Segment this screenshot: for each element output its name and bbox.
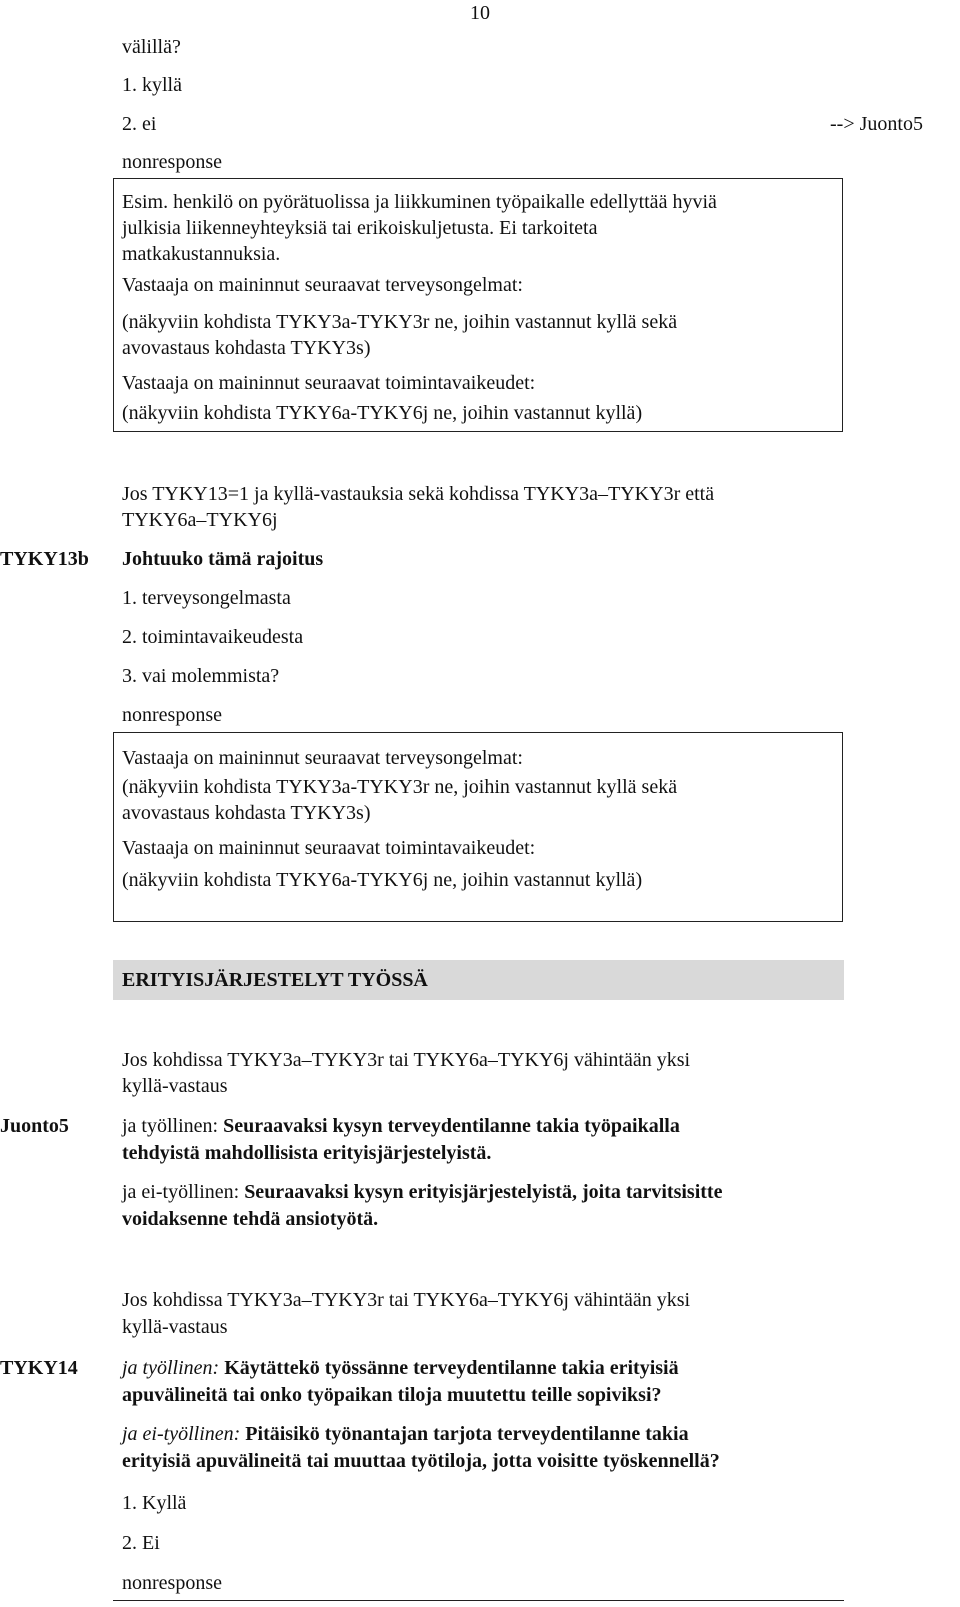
juonto5-unemployed-line-1 <box>122 1179 722 1205</box>
juonto5-unemployed-text-2: voidaksenne tehdä ansiotyötä. <box>122 1208 379 1230</box>
juonto5-condition-1: Jos kohdissa TYKY3a–TYKY3r tai TYKY6a–TYKY6j vähintään yksi <box>122 1049 691 1071</box>
bottom-rule <box>113 1600 844 1601</box>
box2-line-2: (näkyviin kohdista TYKY3a-TYKY3r ne, joihin vastannut kyllä sekä <box>122 776 678 798</box>
tyky13b-option-1: 1. terveysongelmasta <box>122 587 291 609</box>
juonto5-employed-line-1 <box>122 1113 680 1139</box>
box1-line-3: matkakustannuksia. <box>122 243 281 265</box>
page-number: 10 <box>470 2 490 24</box>
skip-instruction: --> Juonto5 <box>830 113 923 135</box>
tyky14-unemployed-text-2: erityisiä apuvälineitä tai muuttaa työtiloja, jotta voisitte työskennellä? <box>122 1450 720 1472</box>
tyky14-employed-prefix: ja työllinen: <box>122 1357 225 1379</box>
tyky14-condition-1: Jos kohdissa TYKY3a–TYKY3r tai TYKY6a–TYKY6j vähintään yksi <box>122 1289 691 1311</box>
option-1-kylla: 1. kyllä <box>122 74 182 96</box>
question-text-top: välillä? <box>122 36 181 58</box>
juonto5-employed-prefix: ja työllinen: <box>122 1115 224 1137</box>
tyky13b-option-nonresponse: nonresponse <box>122 704 222 726</box>
question-code-tyky13b: TYKY13b <box>0 548 89 570</box>
juonto5-condition-2: kyllä-vastaus <box>122 1075 228 1097</box>
tyky13b-option-2: 2. toimintavaikeudesta <box>122 626 304 648</box>
juonto5-employed-text-1: Seuraavaksi kysyn terveydentilanne takia työpaikalla <box>223 1115 680 1137</box>
tyky14-unemployed-line-1 <box>122 1421 689 1447</box>
tyky14-unemployed-prefix: ja ei-työllinen: <box>122 1423 246 1445</box>
box1-line-2: julkisia liikenneyhteyksiä tai erikoiskuljetusta. Ei tarkoiteta <box>122 217 598 239</box>
tyky14-option-2: 2. Ei <box>122 1532 160 1554</box>
box1-line-5: (näkyviin kohdista TYKY3a-TYKY3r ne, joihin vastannut kyllä sekä <box>122 311 678 333</box>
box1-line-6: avovastaus kohdasta TYKY3s) <box>122 337 371 359</box>
question-code-tyky14: TYKY14 <box>0 1357 78 1379</box>
tyky14-employed-text-2: apuvälineitä tai onko työpaikan tiloja muutettu teille sopiviksi? <box>122 1384 662 1406</box>
tyky13b-option-3: 3. vai molemmista? <box>122 665 280 687</box>
tyky13b-condition-2: TYKY6a–TYKY6j <box>122 509 278 531</box>
box1-line-7: Vastaaja on maininnut seuraavat toimintavaikeudet: <box>122 372 536 394</box>
option-2-ei: 2. ei <box>122 113 157 135</box>
tyky14-employed-text-1: Käytättekö työssänne terveydentilanne takia erityisiä <box>224 1357 679 1379</box>
box2-line-4: Vastaaja on maininnut seuraavat toimintavaikeudet: <box>122 837 536 859</box>
tyky14-unemployed-text-1: Pitäisikö työnantajan tarjota terveydentilanne takia <box>245 1423 689 1445</box>
box2-line-5: (näkyviin kohdista TYKY6a-TYKY6j ne, joihin vastannut kyllä) <box>122 869 643 891</box>
question-code-juonto5: Juonto5 <box>0 1115 69 1137</box>
juonto5-employed-text-2: tehdyistä mahdollisista erityisjärjestelyistä. <box>122 1142 492 1164</box>
option-nonresponse: nonresponse <box>122 151 222 173</box>
tyky13b-question: Johtuuko tämä rajoitus <box>122 548 324 570</box>
tyky14-condition-2: kyllä-vastaus <box>122 1316 228 1338</box>
box2-line-3: avovastaus kohdasta TYKY3s) <box>122 802 371 824</box>
tyky14-option-nonresponse: nonresponse <box>122 1572 222 1594</box>
tyky14-option-1: 1. Kyllä <box>122 1492 187 1514</box>
tyky14-employed-line-1 <box>122 1355 679 1381</box>
section-heading: ERITYISJÄRJESTELYT TYÖSSÄ <box>122 969 428 991</box>
juonto5-unemployed-text-1: Seuraavaksi kysyn erityisjärjestelyistä, joita tarvitsisitte <box>244 1181 723 1203</box>
tyky13b-condition-1: Jos TYKY13=1 ja kyllä-vastauksia sekä kohdissa TYKY3a–TYKY3r että <box>122 483 715 505</box>
juonto5-unemployed-prefix: ja ei-työllinen: <box>122 1181 245 1203</box>
box1-line-1: Esim. henkilö on pyörätuolissa ja liikkuminen työpaikalle edellyttää hyviä <box>122 191 717 213</box>
box1-line-4: Vastaaja on maininnut seuraavat terveysongelmat: <box>122 274 523 296</box>
box2-line-1: Vastaaja on maininnut seuraavat terveysongelmat: <box>122 747 523 769</box>
box1-line-8: (näkyviin kohdista TYKY6a-TYKY6j ne, joihin vastannut kyllä) <box>122 402 643 424</box>
